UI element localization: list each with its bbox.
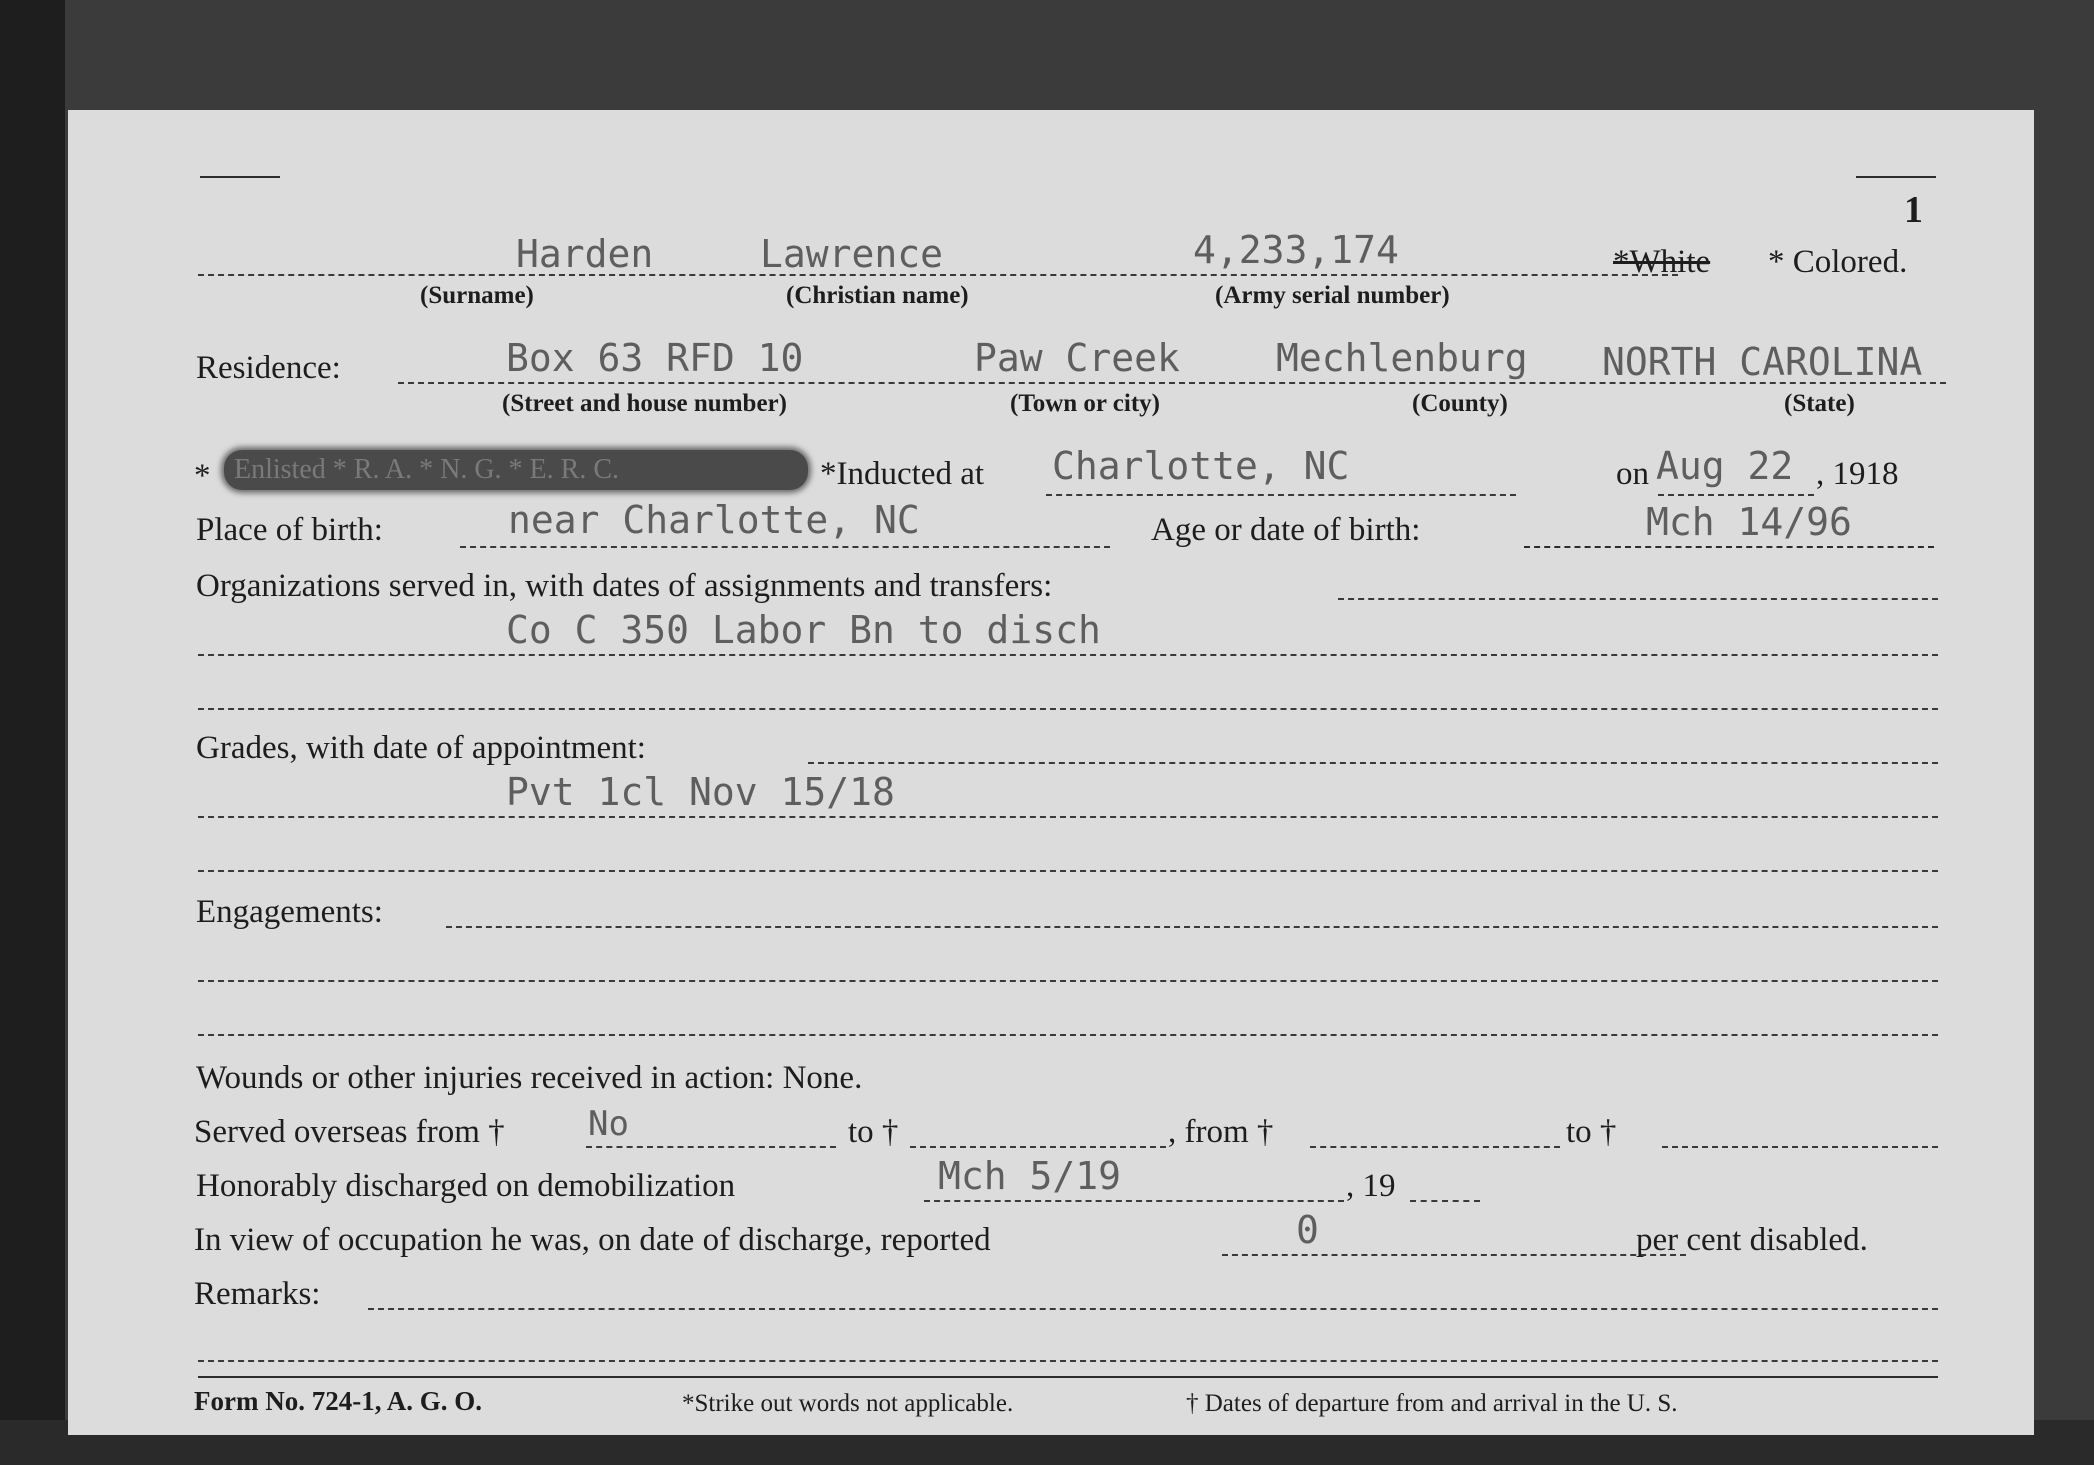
serial-number-label: (Army serial number) <box>1215 282 1450 309</box>
inducted-place: Charlotte, NC <box>1052 444 1350 488</box>
grades-line-2 <box>198 816 1938 818</box>
induction-year: , 1918 <box>1816 456 1899 492</box>
discharge-line <box>924 1200 1344 1202</box>
inducted-label: *Inducted at <box>820 456 985 492</box>
christian-name-label: (Christian name) <box>786 282 969 309</box>
discharge-year-label: , 19 <box>1346 1168 1396 1204</box>
organizations-line-2 <box>198 654 1938 656</box>
remarks-line-1 <box>368 1308 1938 1310</box>
engagements-label: Engagements: <box>196 894 383 930</box>
birth-place-line <box>460 546 1110 548</box>
overseas-from-line <box>586 1146 836 1148</box>
christian-name-value: Lawrence <box>760 232 944 276</box>
organizations-label: Organizations served in, with dates of assignments and transfers: <box>196 568 1053 604</box>
discharge-year-line <box>1410 1200 1480 1202</box>
overseas-from2-line <box>1310 1146 1560 1148</box>
disability-value: 0 <box>1296 1208 1319 1252</box>
organizations-value: Co C 350 Labor Bn to disch <box>506 608 1101 652</box>
serial-number-value: 4,233,174 <box>1193 228 1399 272</box>
overseas-to-label: to † <box>848 1114 899 1150</box>
county-label: (County) <box>1412 390 1508 417</box>
dark-background-left <box>0 0 65 1465</box>
overseas-to2-label: to † <box>1566 1114 1617 1150</box>
footnote-strike: *Strike out words not applicable. <box>682 1390 1014 1417</box>
residence-town: Paw Creek <box>974 336 1180 380</box>
residence-state: NORTH CAROLINA <box>1602 340 1923 384</box>
organizations-line-3 <box>198 708 1938 710</box>
overseas-from-value: No <box>588 1104 629 1144</box>
residence-county: Mechlenburg <box>1276 336 1528 380</box>
induction-date: Aug 22 <box>1656 444 1794 488</box>
residence-street: Box 63 RFD 10 <box>506 336 804 380</box>
induction-date-line <box>1658 494 1814 496</box>
state-label: (State) <box>1784 390 1855 417</box>
white-label-struck: *White <box>1613 244 1711 280</box>
overseas-to-line <box>910 1146 1166 1148</box>
engagements-line-2 <box>198 980 1938 982</box>
overseas-to2-line <box>1662 1146 1938 1148</box>
grades-line-1 <box>808 762 1938 764</box>
birth-place-label: Place of birth: <box>196 512 383 548</box>
engagements-line-3 <box>198 1034 1938 1036</box>
remarks-line-2 <box>198 1360 1938 1362</box>
discharge-date: Mch 5/19 <box>938 1154 1122 1198</box>
town-label: (Town or city) <box>1010 390 1160 417</box>
overseas-from2-label: , from † <box>1168 1114 1274 1150</box>
grades-label: Grades, with date of appointment: <box>196 730 646 766</box>
wounds-label: Wounds or other injuries received in action: None. <box>196 1060 863 1096</box>
service-record-card <box>68 110 2034 1435</box>
on-label: on <box>1616 456 1649 492</box>
organizations-line-1 <box>1338 598 1938 600</box>
inducted-line <box>1046 494 1516 496</box>
redacted-enlistment-text: Enlisted * R. A. * N. G. * E. R. C. <box>234 454 620 485</box>
surname-label: (Surname) <box>420 282 534 309</box>
footnote-dates: † Dates of departure from and arrival in the U. S. <box>1186 1390 1678 1417</box>
birth-date-label: Age or date of birth: <box>1151 512 1421 548</box>
colored-label: * Colored. <box>1768 244 1908 280</box>
disability-suffix: per cent disabled. <box>1636 1222 1868 1258</box>
form-number: Form No. 724-1, A. G. O. <box>194 1386 482 1416</box>
birth-date-value: Mch 14/96 <box>1646 500 1852 544</box>
redaction-scribble <box>224 450 808 490</box>
top-right-rule <box>1856 176 1936 178</box>
discharge-label: Honorably discharged on demobilization <box>196 1168 736 1204</box>
grades-line-3 <box>198 870 1938 872</box>
birth-date-line <box>1524 546 1934 548</box>
induction-star: * <box>194 458 211 494</box>
card-number: 1 <box>1904 189 1923 231</box>
overseas-label: Served overseas from † <box>194 1114 505 1150</box>
street-label: (Street and house number) <box>502 390 787 417</box>
engagements-line-1 <box>446 926 1938 928</box>
top-left-rule <box>200 176 280 178</box>
birth-place-value: near Charlotte, NC <box>508 498 920 542</box>
footer-rule <box>198 1376 1938 1378</box>
disability-label: In view of occupation he was, on date of discharge, reported <box>194 1222 991 1258</box>
residence-label: Residence: <box>196 350 341 386</box>
remarks-label: Remarks: <box>194 1276 321 1312</box>
grades-value: Pvt 1cl Nov 15/18 <box>506 770 895 814</box>
surname-value: Harden <box>516 232 654 276</box>
disability-line <box>1222 1254 1686 1256</box>
